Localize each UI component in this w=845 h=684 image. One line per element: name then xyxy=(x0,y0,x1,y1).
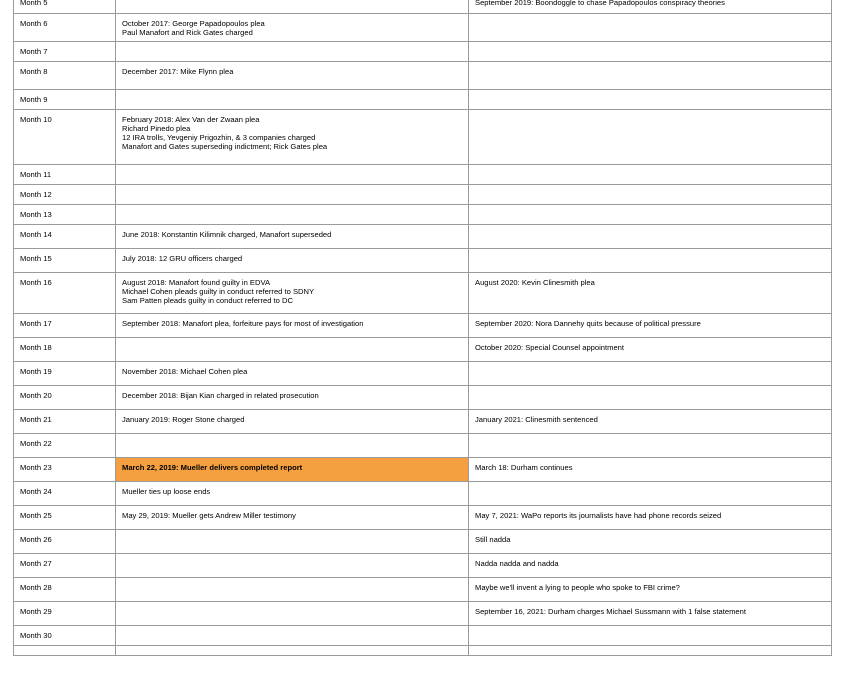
mueller-cell xyxy=(116,249,469,273)
month-cell xyxy=(14,646,116,656)
durham-cell xyxy=(469,273,832,314)
mueller-entry: February 2018: Alex Van der Zwaan plea xyxy=(122,115,260,124)
table-row xyxy=(14,110,832,165)
mueller-cell xyxy=(116,90,469,110)
durham-cell xyxy=(469,362,832,386)
month-cell: Month 6 xyxy=(14,14,116,42)
month-cell: Month 25 xyxy=(14,506,116,530)
table-row xyxy=(14,62,832,90)
month-cell: Month 27 xyxy=(14,554,116,578)
durham-cell xyxy=(469,602,832,626)
table-row xyxy=(14,626,832,646)
mueller-cell xyxy=(116,646,469,656)
mueller-entry: Paul Manafort and Rick Gates charged xyxy=(122,28,253,37)
mueller-entry: June 2018: Konstantin Kilimnik charged, Manafort superseded xyxy=(122,230,332,239)
month-cell: Month 29 xyxy=(14,602,116,626)
table-row xyxy=(14,314,832,338)
month-cell: Month 26 xyxy=(14,530,116,554)
mueller-cell xyxy=(116,410,469,434)
month-cell: Month 15 xyxy=(14,249,116,273)
durham-entry: March 18: Durham continues xyxy=(475,463,573,472)
month-cell: Month 8 xyxy=(14,62,116,90)
table-row xyxy=(14,602,832,626)
mueller-entry: November 2018: Michael Cohen plea xyxy=(122,367,248,376)
month-cell: Month 10 xyxy=(14,110,116,165)
table-row xyxy=(14,338,832,362)
mueller-entry: Sam Patten pleads guilty in conduct referred to DC xyxy=(122,296,293,305)
month-cell: Month 24 xyxy=(14,482,116,506)
month-cell: Month 23 xyxy=(14,458,116,482)
durham-cell xyxy=(469,530,832,554)
mueller-entry: Mueller ties up loose ends xyxy=(122,487,211,496)
mueller-entry: October 2017: George Papadopoulos plea xyxy=(122,19,265,28)
durham-cell xyxy=(469,185,832,205)
durham-cell xyxy=(469,90,832,110)
month-cell: Month 22 xyxy=(14,434,116,458)
mueller-cell xyxy=(116,225,469,249)
durham-cell xyxy=(469,0,832,14)
timeline-body xyxy=(14,0,832,656)
table-row xyxy=(14,273,832,314)
mueller-cell xyxy=(116,14,469,42)
mueller-entry: 12 IRA trolls, Yevgeniy Prigozhin, & 3 companies charged xyxy=(122,133,316,142)
month-cell: Month 13 xyxy=(14,205,116,225)
table-row xyxy=(14,578,832,602)
durham-cell xyxy=(469,110,832,165)
durham-cell xyxy=(469,386,832,410)
table-row xyxy=(14,458,832,482)
table-row xyxy=(14,249,832,273)
table-row xyxy=(14,506,832,530)
mueller-cell xyxy=(116,578,469,602)
month-cell: Month 18 xyxy=(14,338,116,362)
durham-cell xyxy=(469,225,832,249)
mueller-cell xyxy=(116,205,469,225)
mueller-cell xyxy=(116,362,469,386)
table-row xyxy=(14,482,832,506)
durham-entry: September 2019: Boondoggle to chase Papadopoulos conspiracy theories xyxy=(475,0,725,7)
durham-entry: January 2021: Clinesmith sentenced xyxy=(475,415,598,424)
mueller-cell xyxy=(116,165,469,185)
month-cell: Month 11 xyxy=(14,165,116,185)
mueller-cell xyxy=(116,626,469,646)
month-cell: Month 9 xyxy=(14,90,116,110)
durham-cell xyxy=(469,62,832,90)
month-cell: Month 14 xyxy=(14,225,116,249)
month-cell: Month 19 xyxy=(14,362,116,386)
durham-cell xyxy=(469,205,832,225)
durham-cell xyxy=(469,165,832,185)
mueller-cell xyxy=(116,530,469,554)
mueller-entry: March 22, 2019: Mueller delivers completed report xyxy=(122,463,303,472)
mueller-cell xyxy=(116,506,469,530)
mueller-cell xyxy=(116,42,469,62)
mueller-entry: January 2019: Roger Stone charged xyxy=(122,415,245,424)
durham-cell xyxy=(469,554,832,578)
table-row xyxy=(14,165,832,185)
table-row xyxy=(14,530,832,554)
mueller-entry: May 29, 2019: Mueller gets Andrew Miller testimony xyxy=(122,511,296,520)
durham-cell xyxy=(469,14,832,42)
table-row xyxy=(14,646,832,656)
durham-cell xyxy=(469,626,832,646)
month-cell: Month 17 xyxy=(14,314,116,338)
month-cell: Month 7 xyxy=(14,42,116,62)
durham-entry: May 7, 2021: WaPo reports its journalists have had phone records seized xyxy=(475,511,722,520)
month-cell: Month 12 xyxy=(14,185,116,205)
durham-cell xyxy=(469,338,832,362)
mueller-cell xyxy=(116,185,469,205)
durham-cell xyxy=(469,249,832,273)
table-row xyxy=(14,0,832,14)
table-row xyxy=(14,185,832,205)
durham-cell xyxy=(469,646,832,656)
durham-cell xyxy=(469,458,832,482)
month-cell: Month 21 xyxy=(14,410,116,434)
mueller-cell xyxy=(116,273,469,314)
mueller-cell xyxy=(116,434,469,458)
table-row xyxy=(14,14,832,42)
durham-entry: August 2020: Kevin Clinesmith plea xyxy=(475,278,595,287)
durham-cell xyxy=(469,482,832,506)
month-cell: Month 20 xyxy=(14,386,116,410)
mueller-entry: August 2018: Manafort found guilty in EDVA xyxy=(122,278,271,287)
mueller-cell xyxy=(116,386,469,410)
mueller-cell xyxy=(116,62,469,90)
mueller-entry: December 2017: Mike Flynn plea xyxy=(122,67,234,76)
table-row xyxy=(14,225,832,249)
month-cell: Month 28 xyxy=(14,578,116,602)
mueller-entry: September 2018: Manafort plea, forfeiture pays for most of investigation xyxy=(122,319,364,328)
durham-cell xyxy=(469,434,832,458)
durham-entry: Nadda nadda and nadda xyxy=(475,559,559,568)
mueller-cell xyxy=(116,458,469,482)
month-cell: Month 5 xyxy=(14,0,116,14)
durham-entry: October 2020: Special Counsel appointment xyxy=(475,343,625,352)
mueller-entry: December 2018: Bijan Kian charged in related prosecution xyxy=(122,391,319,400)
durham-cell xyxy=(469,410,832,434)
table-row xyxy=(14,434,832,458)
mueller-cell xyxy=(116,554,469,578)
table-row xyxy=(14,90,832,110)
table-row xyxy=(14,42,832,62)
mueller-cell xyxy=(116,314,469,338)
durham-cell xyxy=(469,42,832,62)
mueller-entry: Richard Pinedo plea xyxy=(122,124,191,133)
durham-entry: September 16, 2021: Durham charges Michael Sussmann with 1 false statement xyxy=(475,607,746,616)
mueller-entry: Manafort and Gates superseding indictment; Rick Gates plea xyxy=(122,142,328,151)
mueller-cell xyxy=(116,338,469,362)
table-row xyxy=(14,554,832,578)
mueller-cell xyxy=(116,110,469,165)
mueller-entry: Michael Cohen pleads guilty in conduct referred to SDNY xyxy=(122,287,315,296)
durham-cell xyxy=(469,506,832,530)
mueller-cell xyxy=(116,0,469,14)
table-row xyxy=(14,362,832,386)
table-row xyxy=(14,410,832,434)
timeline-table xyxy=(13,0,832,656)
durham-cell xyxy=(469,578,832,602)
durham-cell xyxy=(469,314,832,338)
mueller-entry: July 2018: 12 GRU officers charged xyxy=(122,254,243,263)
table-row xyxy=(14,386,832,410)
mueller-cell xyxy=(116,602,469,626)
durham-entry: Still nadda xyxy=(475,535,511,544)
mueller-cell xyxy=(116,482,469,506)
month-cell: Month 30 xyxy=(14,626,116,646)
durham-entry: Maybe we'll invent a lying to people who spoke to FBI crime? xyxy=(475,583,680,592)
month-cell: Month 16 xyxy=(14,273,116,314)
table-row xyxy=(14,205,832,225)
durham-entry: September 2020: Nora Dannehy quits because of political pressure xyxy=(475,319,701,328)
